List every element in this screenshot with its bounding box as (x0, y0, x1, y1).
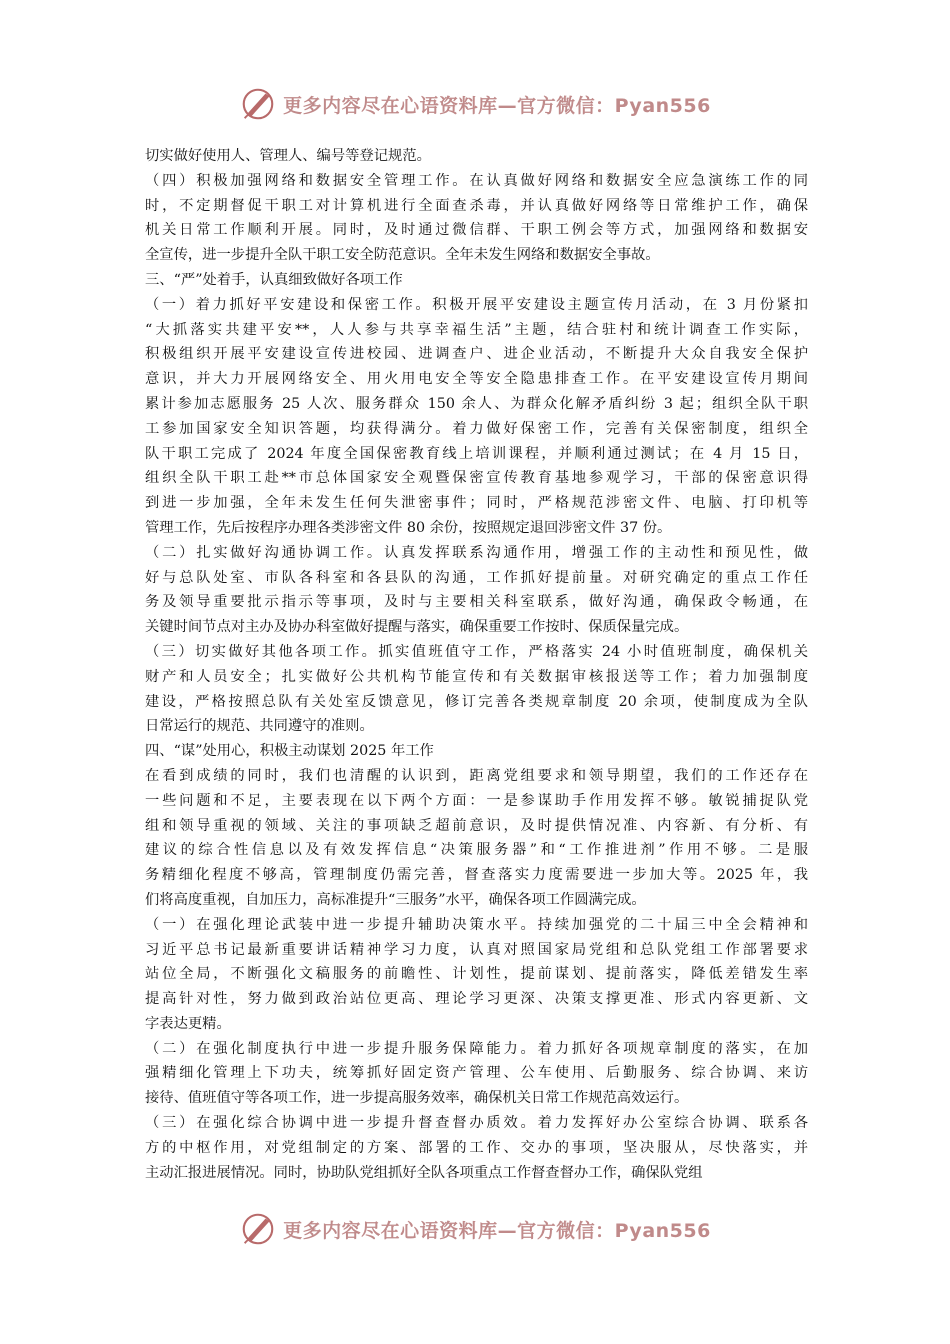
text-line: 一些问题和不足，主要表现在以下两个方面：一是参谋助手作用发挥不够。敏锐捕捉队党 (145, 792, 808, 809)
text-line: 字表达更精。 (145, 1015, 231, 1032)
text-line: 组和领导重视的领域、关注的事项缺乏超前意识，及时提供情况准、内容新、有分析、有 (145, 817, 808, 834)
text-line: （三）在强化综合协调中进一步提升督查督办质效。着力发挥好办公室综合协调、联系各 (145, 1115, 808, 1132)
text-line: （二）扎实做好沟通协调工作。认真发挥联系沟通作用，增强工作的主动性和预见性，做 (145, 544, 808, 561)
paragraph (145, 144, 808, 169)
text-line: 日常运行的规范、共同遵守的准则。 (145, 718, 374, 735)
text-line: 习近平总书记最新重要讲话精神学习力度，认真对照国家局党组和总队党组工作部署要求 (145, 941, 808, 958)
text-line: 接待、值班值守等各项工作，进一步提高服务效率，确保机关日常工作规范高效运行。 (145, 1090, 689, 1107)
paragraph (145, 268, 808, 293)
footer-banner (0, 1209, 950, 1249)
text-line: 方的中枢作用，对党组制定的方案、部署的工作、交办的事项，坚决服从，尽快落实，并 (145, 1139, 808, 1156)
text-line: （三）切实做好其他各项工作。抓实值班值守工作，严格落实 24 小时值班制度，确保机关 (145, 643, 808, 660)
banner-text: 更多内容尽在心语资料库—官方微信：Pyan556 (283, 1219, 711, 1242)
text-line: 务精细化程度不够高，管理制度仍需完善，督查落实力度需要进一步加大等。2025 年，我 (145, 867, 808, 884)
text-line: 三、“严”处着手，认真细致做好各项工作 (145, 271, 403, 288)
pen-circle-logo-icon (239, 1210, 277, 1248)
text-line: 组织全队干职工赴**市总体国家安全观暨保密宣传教育基地参观学习，干部的保密意识得 (145, 470, 808, 487)
text-line: 关键时间节点对主办及协办科室做好提醒与落实，确保重要工作按时、保质保量完成。 (145, 619, 689, 636)
text-line: 四、“谋”处用心，积极主动谋划 2025 年工作 (145, 743, 434, 760)
text-line: 到进一步加强，全年未发生任何失泄密事件；同时，严格规范涉密文件、电脑、打印机等 (145, 495, 808, 512)
text-line: 全宣传，进一步提升全队干职工安全防范意识。全年未发生网络和数据安全事故。 (145, 247, 660, 264)
paragraph (145, 169, 808, 268)
text-line: 积极组织开展平安建设宣传进校园、进调查户、进企业活动，不断提升大众自我安全保护 (145, 346, 808, 363)
text-line: （四）积极加强网络和数据安全管理工作。在认真做好网络和数据安全应急演练工作的同 (145, 172, 808, 189)
text-line: 工参加国家安全知识答题，均获得满分。着力做好保密工作，完善有关保密制度，组织全 (145, 420, 808, 437)
text-line: 强精细化管理上下功夫，统筹抓好固定资产管理、公车使用、后勤服务、综合协调、来访 (145, 1065, 808, 1082)
text-line: （一）着力抓好平安建设和保密工作。积极开展平安建设主题宣传月活动，在 3 月份紧扣 (145, 296, 808, 313)
text-line: 切实做好使用人、管理人、编号等登记规范。 (145, 148, 431, 164)
text-line: （一）在强化理论武装中进一步提升辅助决策水平。持续加强党的二十届三中全会精神和 (145, 916, 808, 933)
paragraph (145, 640, 808, 739)
text-line: 时，不定期督促干职工对计算机进行全面查杀毒，并认真做好网络等日常维护工作，确保 (145, 197, 808, 214)
text-line: 管理工作，先后按程序办理各类涉密文件 80 余份，按照规定退回涉密文件 37 份。 (145, 519, 672, 536)
paragraph (145, 541, 808, 640)
text-line: 队干职工完成了 2024 年度全国保密教育线上培训课程，并顺利通过测试；在 4 月 15 日， (145, 445, 808, 462)
text-line: 建议的综合性信息以及有效发挥信息“决策服务器”和“工作推进剂”作用不够。二是服 (145, 842, 808, 859)
text-line: 建设，严格按照总队有关处室反馈意见，修订完善各类规章制度 20 余项，使制度成为全队 (145, 693, 808, 710)
paragraph (145, 913, 808, 1037)
text-line: 们将高度重视，自加压力，高标准提升“三服务”水平，确保各项工作圆满完成。 (145, 891, 646, 908)
paragraph (145, 739, 808, 764)
text-line: 提高针对性，努力做到政治站位更高、理论学习更深、决策支撑更准、形式内容更新、文 (145, 991, 808, 1008)
text-line: “大抓落实共建平安**，人人参与共享幸福生活”主题，结合驻村和统计调查工作实际， (145, 321, 808, 338)
text-line: 在看到成绩的同时，我们也清醒的认识到，距离党组要求和领导期望，我们的工作还存在 (145, 767, 808, 784)
paragraph (145, 1111, 808, 1185)
paragraph (145, 1037, 808, 1111)
text-line: 财产和人员安全；扎实做好公共机构节能宣传和有关数据审核报送等工作；着力加强制度 (145, 668, 808, 685)
text-line: 好与总队处室、市队各科室和各县队的沟通，工作抓好提前量。对研究确定的重点工作任 (145, 569, 808, 586)
text-line: 意识，并大力开展网络安全、用火用电安全等安全隐患排查工作。在平安建设宣传月期间 (145, 371, 808, 388)
text-line: （二）在强化制度执行中进一步提升服务保障能力。着力抓好各项规章制度的落实，在加 (145, 1040, 808, 1057)
banner-text: 更多内容尽在心语资料库—官方微信：Pyan556 (283, 94, 711, 117)
text-line: 机关日常工作顺利开展。同时，及时通过微信群、干职工例会等方式，加强网络和数据安 (145, 222, 808, 239)
pen-circle-logo-icon (239, 85, 277, 123)
header-banner (0, 84, 950, 124)
text-line: 站位全局，不断强化文稿服务的前瞻性、计划性，提前谋划、提前落实，降低差错发生率 (145, 966, 808, 983)
paragraph (145, 293, 808, 541)
text-line: 累计参加志愿服务 25 人次、服务群众 150 余人、为群众化解矛盾纠纷 3 起；组织全队干职 (145, 395, 808, 412)
text-line: 主动汇报进展情况。同时，协助队党组抓好全队各项重点工作督查督办工作，确保队党组 (145, 1164, 703, 1181)
paragraph (145, 764, 808, 913)
text-line: 务及领导重要批示指示等事项，及时与主要相关科室联系，做好沟通，确保政令畅通，在 (145, 594, 808, 611)
document-body (145, 144, 808, 1185)
